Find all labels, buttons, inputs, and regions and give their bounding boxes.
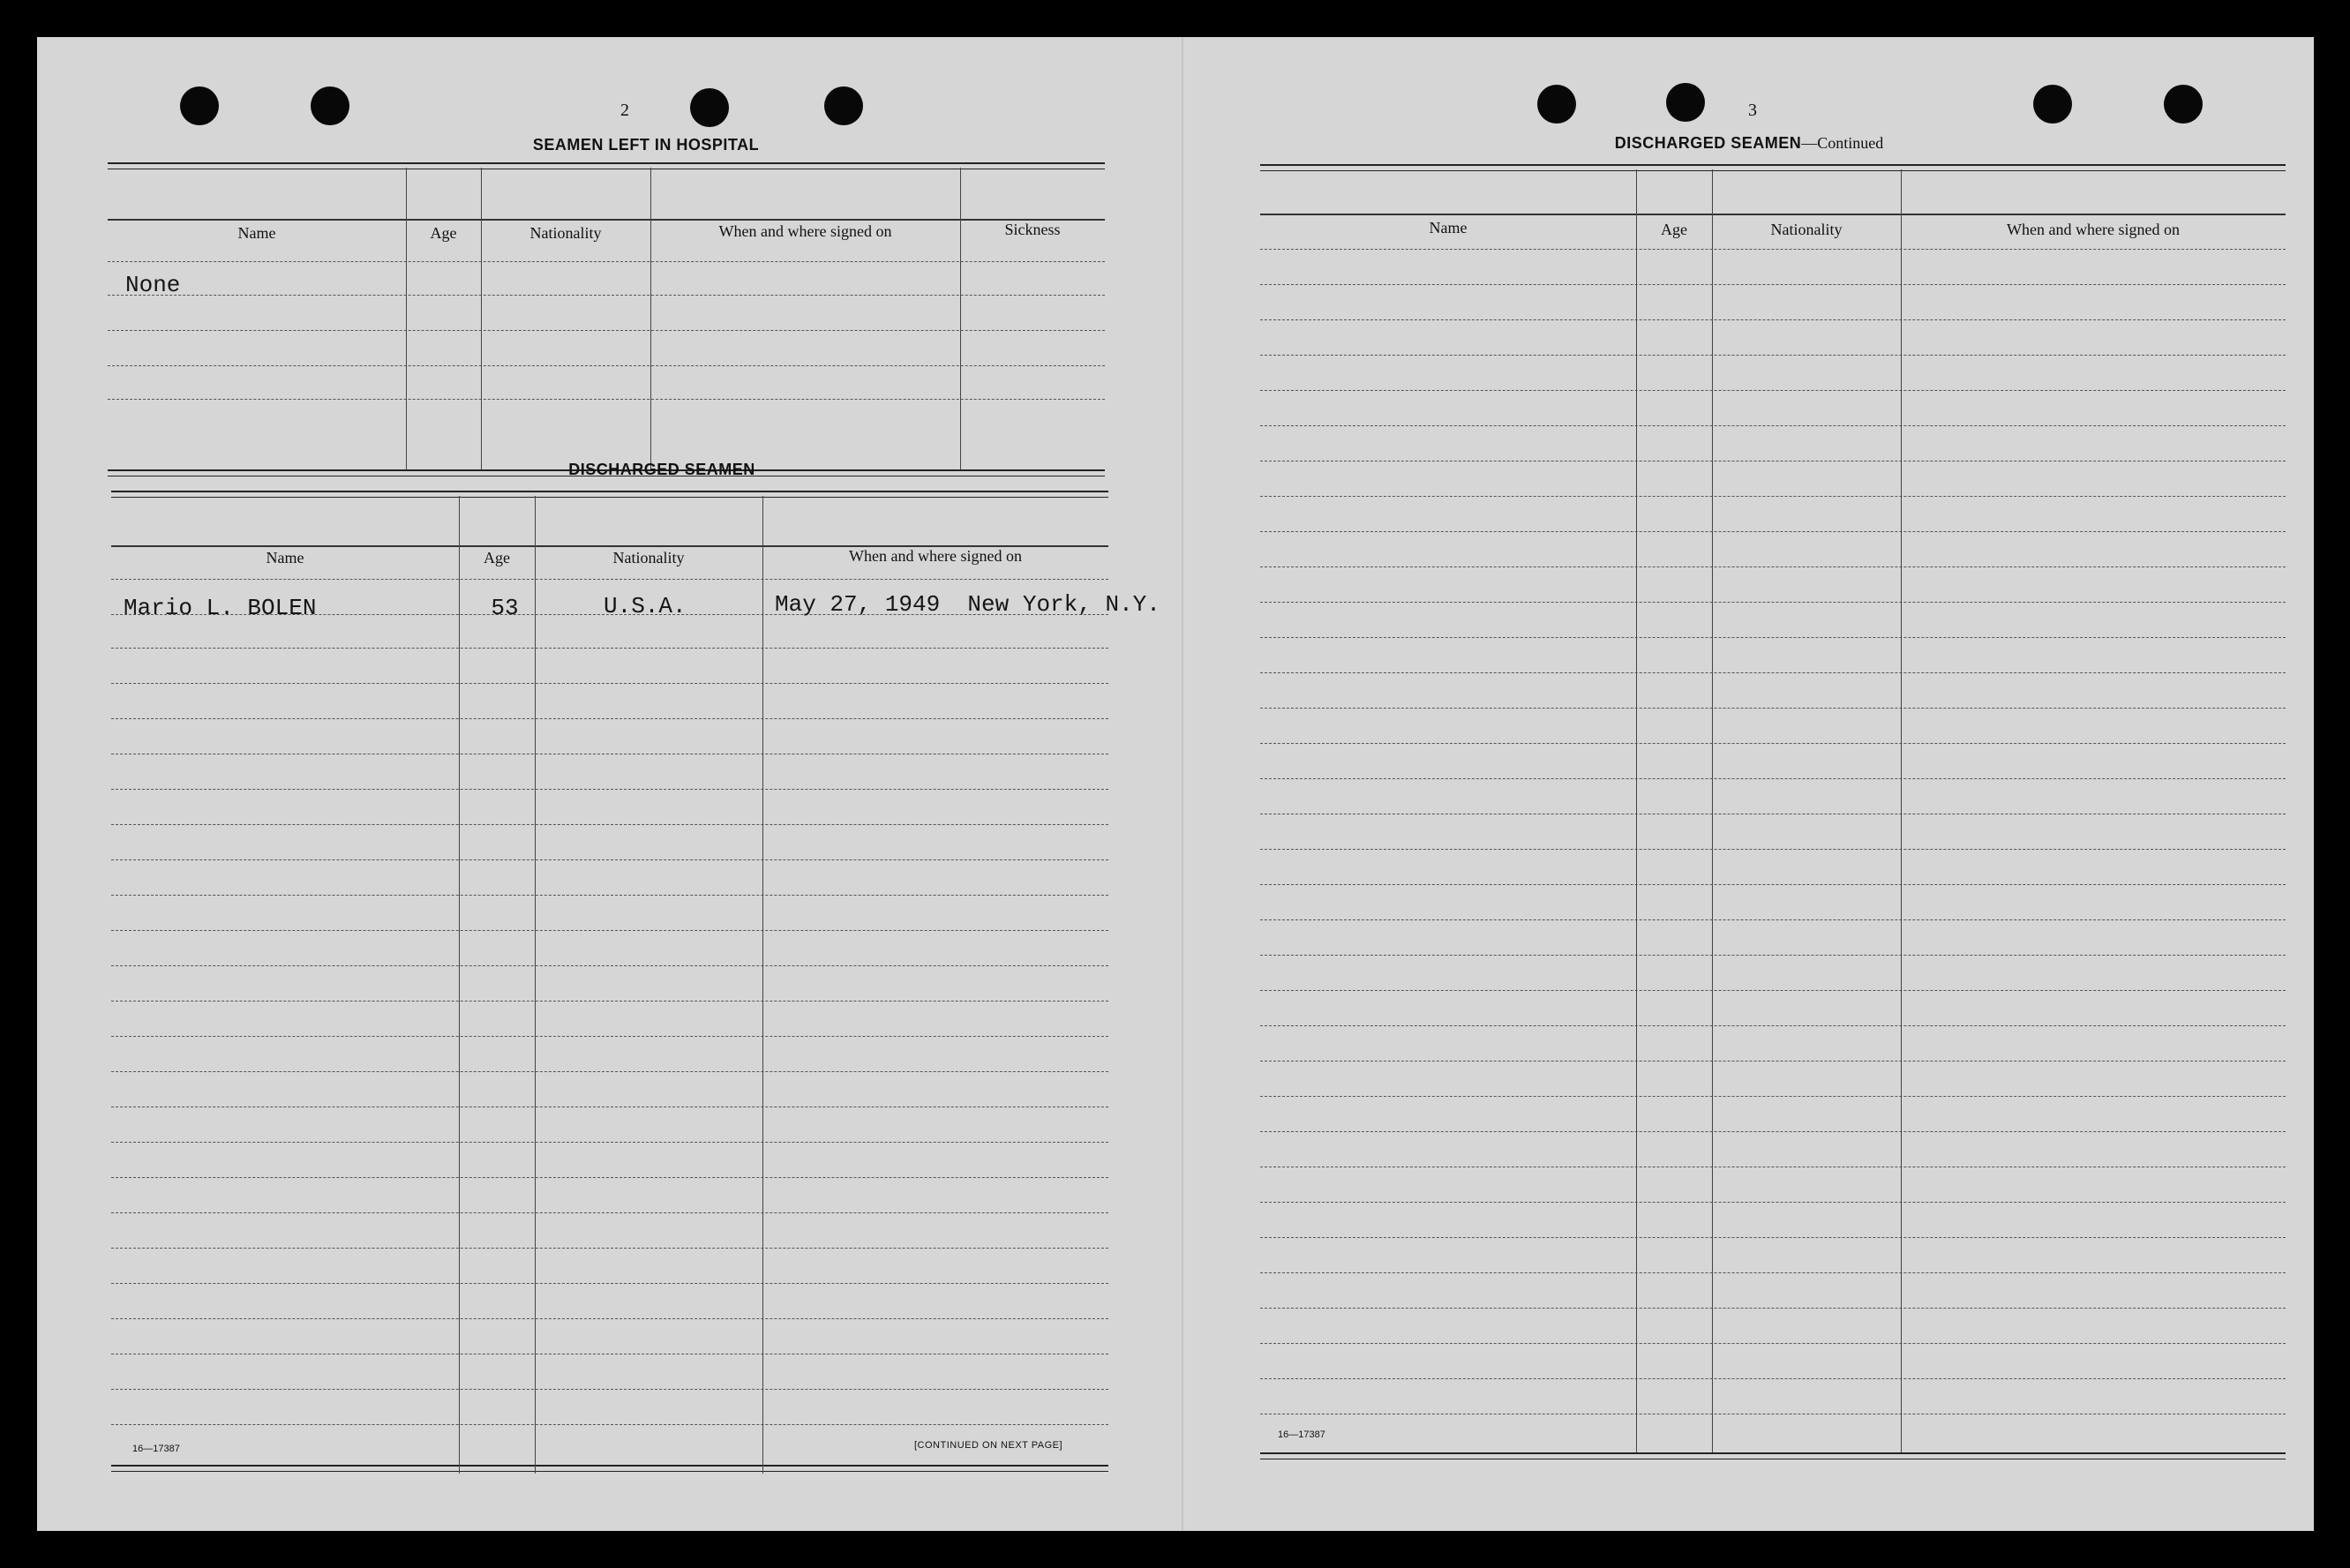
row-line — [1260, 637, 2286, 638]
row-line — [1260, 1096, 2286, 1097]
col-header-name: Name — [1429, 219, 1468, 236]
row-line — [1260, 531, 2286, 532]
column-divider — [1712, 169, 1713, 1452]
row-line — [1260, 1237, 2286, 1238]
row-line — [111, 965, 1108, 966]
hospital-section-title: SEAMEN LEFT IN HOSPITAL — [532, 136, 760, 154]
row-line — [1260, 602, 2286, 603]
row-line — [111, 1001, 1108, 1002]
row-line — [1260, 1378, 2286, 1379]
document-sheet — [37, 37, 2314, 1531]
row-line — [111, 718, 1108, 719]
table-top-rule — [111, 491, 1108, 498]
section-title-main: DISCHARGED SEAMEN — [1614, 134, 1802, 152]
row-line — [111, 1389, 1108, 1390]
col-header-signed-on: When and where signed on — [849, 547, 1022, 565]
discharged-continued-table — [1260, 164, 2286, 1472]
row-line — [1260, 355, 2286, 356]
row-line — [1260, 743, 2286, 744]
punch-hole — [690, 88, 729, 127]
row-line — [108, 399, 1105, 400]
row-line — [1260, 496, 2286, 497]
row-line — [1260, 1308, 2286, 1309]
column-divider — [406, 168, 407, 469]
page-number: 2 — [620, 101, 629, 120]
col-header-age: Age — [484, 549, 510, 566]
row-line — [1260, 1061, 2286, 1062]
column-divider — [762, 496, 763, 1474]
col-header-age: Age — [430, 224, 457, 242]
seaman-nationality: U.S.A. — [604, 593, 687, 619]
discharged-section-title: DISCHARGED SEAMEN — [568, 461, 755, 478]
row-line — [108, 365, 1105, 366]
column-divider — [1636, 169, 1637, 1452]
row-line — [1260, 919, 2286, 920]
seaman-signed-on: May 27, 1949 New York, N.Y. — [775, 591, 1160, 618]
col-header-name: Name — [237, 224, 276, 242]
row-line — [108, 330, 1105, 331]
row-line — [108, 295, 1105, 296]
hospital-entry-none: None — [125, 272, 181, 298]
seaman-name: Mario L. BOLEN — [124, 595, 317, 621]
column-divider — [459, 496, 460, 1474]
row-line — [1260, 390, 2286, 391]
discharged-table — [111, 491, 1160, 1479]
col-header-name: Name — [266, 549, 304, 566]
discharged-continued-title — [1502, 134, 1996, 153]
row-line — [111, 1142, 1108, 1143]
section-title-continued: —Continued — [1801, 134, 1884, 152]
row-line — [111, 648, 1108, 649]
punch-hole — [180, 86, 219, 125]
row-line — [1260, 990, 2286, 991]
page-fold — [1182, 37, 1183, 1531]
punch-hole — [1537, 85, 1576, 124]
column-divider — [960, 168, 961, 469]
row-line — [111, 1212, 1108, 1213]
row-line — [1260, 849, 2286, 850]
row-line — [1260, 319, 2286, 320]
page-number: 3 — [1748, 101, 1757, 120]
col-header-signed-on: When and where signed on — [2007, 221, 2180, 238]
table-bottom-rule — [111, 1465, 1108, 1472]
row-line — [1260, 778, 2286, 779]
row-line — [111, 1248, 1108, 1249]
row-line — [111, 895, 1108, 896]
column-divider — [1901, 169, 1902, 1452]
row-line — [111, 789, 1108, 790]
row-line — [1260, 566, 2286, 567]
col-header-nationality: Nationality — [1770, 221, 1843, 238]
row-line — [111, 930, 1108, 931]
row-line — [1260, 708, 2286, 709]
row-line — [1260, 1272, 2286, 1273]
row-line — [1260, 1343, 2286, 1344]
row-line — [108, 261, 1105, 262]
row-line — [111, 859, 1108, 860]
row-line — [1260, 672, 2286, 673]
punch-hole — [2033, 85, 2072, 124]
row-line — [111, 1036, 1108, 1037]
punch-hole — [2164, 85, 2203, 124]
col-header-nationality: Nationality — [612, 549, 685, 566]
row-line — [111, 1424, 1108, 1425]
col-header-sickness: Sickness — [1004, 221, 1061, 238]
table-top-rule — [108, 162, 1105, 169]
row-line — [1260, 1025, 2286, 1026]
header-rule — [108, 219, 1105, 221]
row-line — [1260, 425, 2286, 426]
row-line — [111, 1318, 1108, 1319]
row-line — [111, 1283, 1108, 1284]
punch-hole — [1666, 83, 1705, 122]
row-line — [111, 683, 1108, 684]
col-header-age: Age — [1661, 221, 1687, 238]
col-header-signed-on: When and where signed on — [718, 222, 892, 240]
column-divider — [481, 168, 482, 469]
table-top-rule — [1260, 164, 2286, 171]
row-line — [111, 579, 1108, 580]
row-line — [1260, 284, 2286, 285]
row-line — [111, 1177, 1108, 1178]
punch-hole — [311, 86, 349, 125]
punch-hole — [824, 86, 863, 125]
row-line — [1260, 1202, 2286, 1203]
column-divider — [650, 168, 651, 469]
table-bottom-rule — [1260, 1452, 2286, 1459]
hospital-table — [108, 162, 1105, 487]
row-line — [1260, 884, 2286, 885]
row-line — [1260, 1131, 2286, 1132]
column-divider — [535, 496, 536, 1474]
form-number: 16—17387 — [132, 1444, 180, 1454]
seaman-age: 53 — [491, 595, 519, 621]
form-number: 16—17387 — [1278, 1429, 1325, 1440]
row-line — [1260, 955, 2286, 956]
row-line — [1260, 249, 2286, 250]
continued-note: [CONTINUED ON NEXT PAGE] — [914, 1440, 1063, 1451]
col-header-nationality: Nationality — [529, 224, 602, 242]
row-line — [111, 824, 1108, 825]
header-rule — [1260, 214, 2286, 215]
row-line — [111, 1071, 1108, 1072]
